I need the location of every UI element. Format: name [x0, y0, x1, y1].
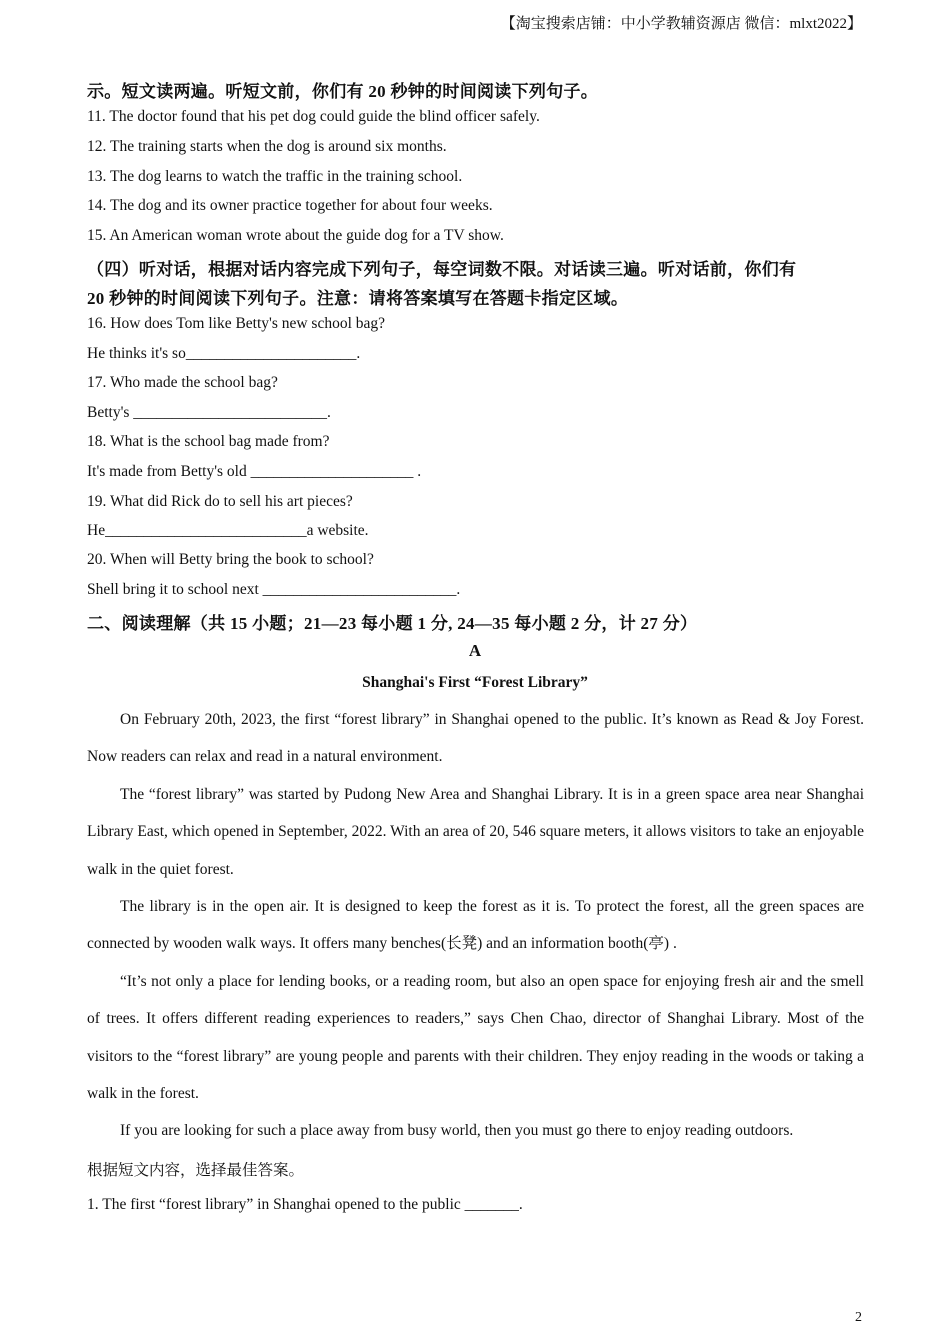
section4-instruction-line2: 20 秒钟的时间阅读下列句子。注意：请将答案填写在答题卡指定区域。: [87, 289, 629, 308]
fill-question-16: 16. How does Tom like Betty's new school bag?: [87, 315, 386, 332]
page-header: 【淘宝搜索店铺：中小学教辅资源店 微信：mlxt2022】: [500, 16, 862, 32]
question-instruction: 根据短文内容，选择最佳答案。: [87, 1162, 305, 1179]
fill-answer-17: Betty's _________________________.: [87, 404, 331, 421]
passage-letter: A: [468, 641, 482, 660]
fill-question-17: 17. Who made the school bag?: [87, 374, 278, 391]
tf-item-15: 15. An American woman wrote about the guide dog for a TV show.: [87, 227, 504, 244]
fill-answer-18: It's made from Betty's old _____________________ .: [87, 463, 422, 480]
fill-answer-16: He thinks it's so______________________.: [87, 345, 361, 362]
part2-heading: 二、阅读理解（共 15 小题；21—23 每小题 1 分, 24—35 每小题 2 分，计 27 分）: [87, 614, 698, 633]
paragraph-5: If you are looking for such a place away from busy world, then you must go there to enjoy reading outdoors.: [120, 1122, 794, 1139]
fill-answer-19: He__________________________a website.: [87, 522, 369, 539]
tf-item-14: 14. The dog and its owner practice together for about four weeks.: [87, 197, 493, 214]
paragraph-2: The “forest library” was started by Pudong New Area and Shanghai Library. It is in a green space area near Shanghai Library East, which opened in September, 2022. With an area of 20, 546 square meters, it allows visitors to take an enjoyable walk in the quiet forest.: [87, 786, 864, 878]
section4-instruction-line1: （四）听对话，根据对话内容完成下列句子，每空词数不限。对话读三遍。听对话前，你们有: [87, 260, 797, 279]
paragraph-4: “It’s not only a place for lending books, or a reading room, but also an open space for enjoying fresh air and the smell of trees. It offers different reading experiences to readers,” says Chen Chao, director of Shanghai Library. Most of the visitors to the “forest library” are young people and parents with their children. They enjoy reading in the woods or taking a walk in the forest.: [87, 973, 864, 1103]
question-1: 1. The first “forest library” in Shanghai opened to the public _______.: [87, 1196, 523, 1213]
section3-instruction-tail: 示。短文读两遍。听短文前，你们有 20 秒钟的时间阅读下列句子。: [87, 82, 599, 101]
paragraph-1: On February 20th, 2023, the first “forest library” in Shanghai opened to the public. It’s known as Read & Joy Forest. Now readers can relax and read in a natural environment.: [87, 711, 864, 766]
fill-question-20: 20. When will Betty bring the book to school?: [87, 551, 374, 568]
fill-question-19: 19. What did Rick do to sell his art pieces?: [87, 493, 353, 510]
paragraph-3: The library is in the open air. It is designed to keep the forest as it is. To protect the forest, all the green spaces are connected by wooden walk ways. It offers many benches(长凳) and an information booth(亭) .: [87, 898, 864, 953]
fill-question-18: 18. What is the school bag made from?: [87, 433, 330, 450]
page-number: 2: [855, 1310, 862, 1325]
fill-answer-20: Shell bring it to school next _________________________.: [87, 581, 461, 598]
passage-title: Shanghai's First “Forest Library”: [362, 674, 588, 691]
tf-item-11: 11. The doctor found that his pet dog could guide the blind officer safely.: [87, 108, 540, 125]
tf-item-12: 12. The training starts when the dog is around six months.: [87, 138, 447, 155]
tf-item-13: 13. The dog learns to watch the traffic in the training school.: [87, 168, 463, 185]
